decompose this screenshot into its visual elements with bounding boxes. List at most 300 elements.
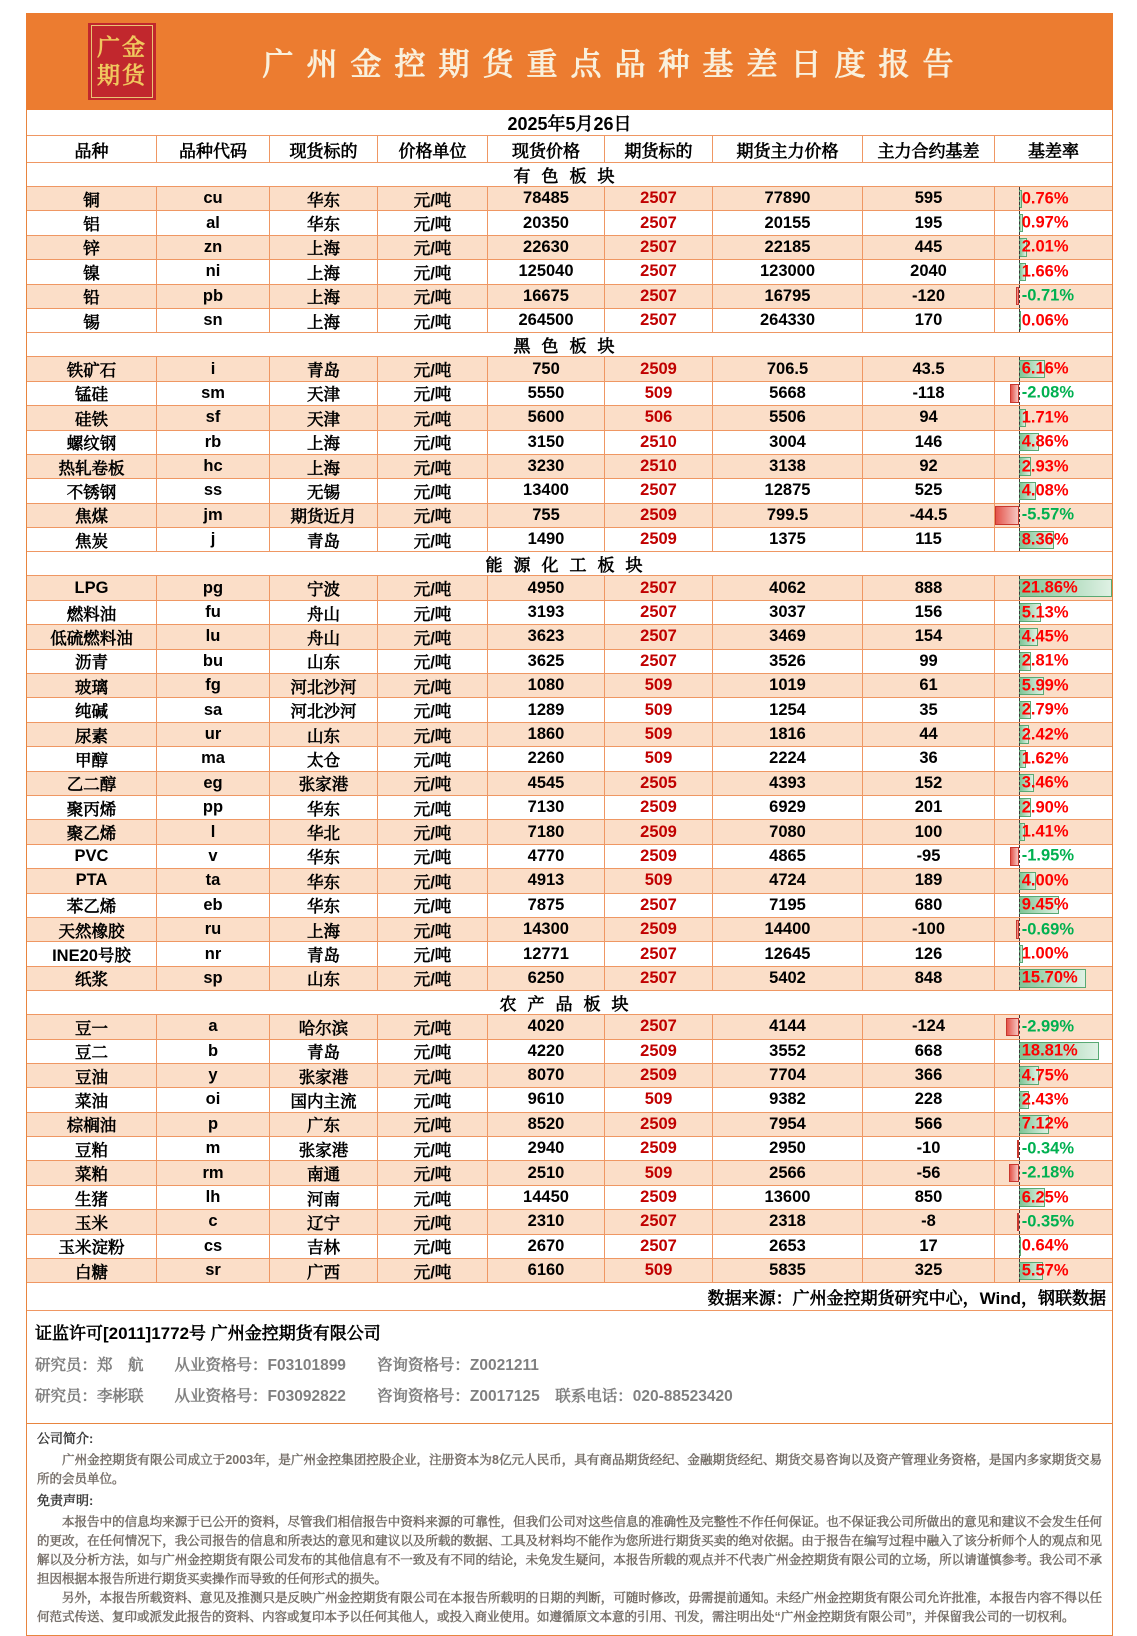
cell-futures-main-price: 4144: [713, 1015, 863, 1038]
cell-basis-rate: [995, 869, 1112, 892]
section-title: 农产品板块: [27, 991, 1112, 1015]
cell-spot-price: 78485: [488, 187, 605, 210]
table-row: [27, 1161, 1112, 1185]
cell-variety-code: oi: [157, 1088, 270, 1111]
basis-rate-value: -2.08%: [1021, 383, 1075, 402]
cell-variety-code: fu: [157, 601, 270, 624]
cell-futures-target: 2507: [605, 894, 713, 917]
basis-rate-value: 2.79%: [1021, 700, 1069, 719]
cell-variety-code: bu: [157, 650, 270, 673]
cell-price-unit: 元/吨: [378, 772, 488, 795]
cell-price-unit: 元/吨: [378, 869, 488, 892]
cell-variety-code: cu: [157, 187, 270, 210]
cell-price-unit: 元/吨: [378, 625, 488, 648]
cell-spot-target: 广东: [270, 1113, 378, 1136]
cell-futures-target: 2507: [605, 187, 713, 210]
cell-variety: 沥青: [27, 650, 157, 673]
basis-rate-value: 4.08%: [1021, 481, 1069, 500]
cell-main-contract-basis: 366: [863, 1064, 995, 1087]
cell-futures-main-price: 9382: [713, 1088, 863, 1111]
cell-main-contract-basis: 35: [863, 698, 995, 721]
cell-futures-target: 506: [605, 406, 713, 429]
cell-basis-rate: [995, 236, 1112, 259]
zero-axis-line: [1019, 1064, 1020, 1087]
cell-price-unit: 元/吨: [378, 455, 488, 478]
cell-variety: 焦炭: [27, 528, 157, 551]
table-row: [27, 1259, 1112, 1283]
cell-main-contract-basis: 680: [863, 894, 995, 917]
cell-futures-main-price: 1019: [713, 674, 863, 697]
cell-main-contract-basis: 201: [863, 796, 995, 819]
cell-variety-code: sr: [157, 1259, 270, 1282]
cell-variety-code: al: [157, 211, 270, 234]
cell-basis-rate: [995, 1040, 1112, 1063]
cell-variety-code: b: [157, 1040, 270, 1063]
section-title: 黑色板块: [27, 333, 1112, 357]
cell-futures-target: 2509: [605, 820, 713, 843]
cell-variety: 玻璃: [27, 674, 157, 697]
zero-axis-line: [1019, 698, 1020, 721]
cell-main-contract-basis: 170: [863, 309, 995, 332]
basis-rate-value: -2.99%: [1021, 1017, 1075, 1036]
cell-spot-target: 上海: [270, 918, 378, 941]
cell-futures-main-price: 77890: [713, 187, 863, 210]
cell-spot-target: 广西: [270, 1259, 378, 1282]
cell-futures-main-price: 1375: [713, 528, 863, 551]
table-row: [27, 820, 1112, 844]
cell-variety-code: fg: [157, 674, 270, 697]
zero-axis-line: [1019, 1235, 1020, 1258]
cell-variety: 聚丙烯: [27, 796, 157, 819]
cell-variety: LPG: [27, 576, 157, 599]
cell-basis-rate: [995, 211, 1112, 234]
cell-basis-rate: [995, 1113, 1112, 1136]
zero-axis-line: [1019, 357, 1020, 380]
basis-rate-value: 5.99%: [1021, 676, 1069, 695]
cell-futures-target: 2510: [605, 431, 713, 454]
cell-spot-price: 7875: [488, 894, 605, 917]
column-header-futures-main-price: 期货主力价格: [713, 136, 863, 162]
column-header-spot-target: 现货标的: [270, 136, 378, 162]
cell-variety: 纸浆: [27, 967, 157, 990]
table-row: [27, 431, 1112, 455]
table-row: [27, 1064, 1112, 1088]
cell-futures-target: 2507: [605, 625, 713, 648]
cell-spot-target: 华东: [270, 894, 378, 917]
cell-price-unit: 元/吨: [378, 382, 488, 405]
cell-futures-target: 2507: [605, 576, 713, 599]
cell-futures-main-price: 799.5: [713, 504, 863, 527]
cell-variety: 不锈钢: [27, 479, 157, 502]
cell-price-unit: 元/吨: [378, 431, 488, 454]
cell-spot-target: 山东: [270, 650, 378, 673]
cell-variety-code: sn: [157, 309, 270, 332]
cell-basis-rate: [995, 1137, 1112, 1160]
cell-basis-rate: [995, 796, 1112, 819]
company-logo: [88, 23, 156, 100]
cell-variety: 螺纹钢: [27, 431, 157, 454]
table-row: [27, 455, 1112, 479]
cell-price-unit: 元/吨: [378, 601, 488, 624]
cell-variety: 菜油: [27, 1088, 157, 1111]
cell-variety-code: cs: [157, 1235, 270, 1258]
cell-spot-target: 华东: [270, 845, 378, 868]
cell-spot-target: 青岛: [270, 357, 378, 380]
cell-variety: 乙二醇: [27, 772, 157, 795]
table-row: [27, 479, 1112, 503]
cell-futures-target: 2509: [605, 845, 713, 868]
basis-rate-value: 15.70%: [1021, 968, 1078, 987]
cell-futures-target: 2507: [605, 1210, 713, 1233]
cell-spot-price: 8520: [488, 1113, 605, 1136]
column-header-basis-rate: 基差率: [1028, 141, 1079, 161]
cell-spot-price: 4770: [488, 845, 605, 868]
cell-variety-code: lu: [157, 625, 270, 648]
cell-variety-code: zn: [157, 236, 270, 259]
zero-axis-line: [1019, 309, 1020, 332]
cell-futures-target: 2510: [605, 455, 713, 478]
cell-basis-rate: [995, 1210, 1112, 1233]
cell-main-contract-basis: 100: [863, 820, 995, 843]
cell-spot-price: 2670: [488, 1235, 605, 1258]
cell-main-contract-basis: 848: [863, 967, 995, 990]
cell-price-unit: 元/吨: [378, 504, 488, 527]
table-row: [27, 674, 1112, 698]
cell-spot-price: 12771: [488, 942, 605, 965]
cell-price-unit: 元/吨: [378, 942, 488, 965]
cell-main-contract-basis: -120: [863, 285, 995, 308]
cell-spot-price: 2940: [488, 1137, 605, 1160]
cell-futures-target: 2507: [605, 479, 713, 502]
cell-futures-target: 2509: [605, 1040, 713, 1063]
cell-futures-target: 2509: [605, 1064, 713, 1087]
cell-price-unit: 元/吨: [378, 211, 488, 234]
basis-rate-value: -0.34%: [1021, 1139, 1075, 1158]
cell-basis-rate: [995, 942, 1112, 965]
cell-spot-price: 14450: [488, 1186, 605, 1209]
cell-futures-target: 509: [605, 723, 713, 746]
cell-price-unit: 元/吨: [378, 674, 488, 697]
basis-rate-value: 2.01%: [1021, 237, 1069, 256]
report-banner: [26, 13, 1113, 110]
cell-futures-target: 2507: [605, 1235, 713, 1258]
cell-spot-price: 3625: [488, 650, 605, 673]
cell-variety: PVC: [27, 845, 157, 868]
cell-price-unit: 元/吨: [378, 796, 488, 819]
table-row: [27, 1015, 1112, 1039]
cell-basis-rate: [995, 309, 1112, 332]
cell-spot-target: 吉林: [270, 1235, 378, 1258]
cell-main-contract-basis: 43.5: [863, 357, 995, 380]
table-row: [27, 1186, 1112, 1210]
cell-main-contract-basis: 17: [863, 1235, 995, 1258]
zero-axis-line: [1019, 820, 1020, 843]
company-logo-text: [91, 25, 153, 98]
cell-futures-target: 509: [605, 674, 713, 697]
cell-variety: 甲醇: [27, 747, 157, 770]
cell-price-unit: 元/吨: [378, 479, 488, 502]
cell-price-unit: 元/吨: [378, 918, 488, 941]
cell-spot-price: 2310: [488, 1210, 605, 1233]
cell-spot-price: 3623: [488, 625, 605, 648]
cell-price-unit: 元/吨: [378, 1088, 488, 1111]
zero-axis-line: [1019, 1186, 1020, 1209]
cell-futures-main-price: 14400: [713, 918, 863, 941]
basis-rate-value: 1.41%: [1021, 822, 1069, 841]
basis-rate-bar-negative: [1010, 384, 1019, 402]
zero-axis-line: [1019, 236, 1020, 259]
cell-variety: 热轧卷板: [27, 455, 157, 478]
zero-axis-line: [1019, 967, 1020, 990]
table-row: [27, 967, 1112, 991]
cell-price-unit: 元/吨: [378, 967, 488, 990]
cell-variety: 菜粕: [27, 1161, 157, 1184]
cell-variety: 燃料油: [27, 601, 157, 624]
cell-price-unit: 元/吨: [378, 1040, 488, 1063]
zero-axis-line: [1019, 772, 1020, 795]
cell-futures-main-price: 4865: [713, 845, 863, 868]
cell-spot-price: 1289: [488, 698, 605, 721]
zero-axis-line: [1019, 260, 1020, 283]
cell-futures-main-price: 2566: [713, 1161, 863, 1184]
table-row: [27, 528, 1112, 552]
basis-rate-value: -0.35%: [1021, 1212, 1075, 1231]
report-title: 广州金控期货重点品种基差日度报告: [262, 47, 967, 82]
cell-spot-price: 3193: [488, 601, 605, 624]
table-row: [27, 796, 1112, 820]
cell-basis-rate: [995, 431, 1112, 454]
cell-futures-main-price: 12645: [713, 942, 863, 965]
cell-spot-target: 国内主流: [270, 1088, 378, 1111]
basis-rate-bar-negative: [1006, 1018, 1019, 1036]
basis-table: [26, 110, 1113, 1636]
cell-futures-target: 2507: [605, 942, 713, 965]
cell-futures-main-price: 3526: [713, 650, 863, 673]
table-row: [27, 845, 1112, 869]
basis-rate-bar-negative: [995, 506, 1019, 524]
cell-spot-price: 7180: [488, 820, 605, 843]
cell-futures-target: 2505: [605, 772, 713, 795]
zero-axis-line: [1019, 285, 1020, 308]
zero-axis-line: [1019, 504, 1020, 527]
cell-futures-main-price: 3138: [713, 455, 863, 478]
basis-rate-value: 0.64%: [1021, 1236, 1069, 1255]
cell-variety-code: pg: [157, 576, 270, 599]
cell-price-unit: 元/吨: [378, 698, 488, 721]
cell-variety: 锡: [27, 309, 157, 332]
cell-spot-price: 3230: [488, 455, 605, 478]
cell-futures-target: 509: [605, 382, 713, 405]
cell-variety: 铁矿石: [27, 357, 157, 380]
cell-basis-rate: [995, 894, 1112, 917]
zero-axis-line: [1019, 1040, 1020, 1063]
cell-price-unit: 元/吨: [378, 1064, 488, 1087]
cell-futures-main-price: 7195: [713, 894, 863, 917]
cell-basis-rate: [995, 601, 1112, 624]
cell-variety-code: sm: [157, 382, 270, 405]
cell-variety: 铅: [27, 285, 157, 308]
basis-rate-value: 7.12%: [1021, 1114, 1069, 1133]
cell-basis-rate: [995, 1259, 1112, 1282]
cell-futures-target: 2507: [605, 601, 713, 624]
cell-basis-rate: [995, 772, 1112, 795]
cell-variety: 尿素: [27, 723, 157, 746]
cell-futures-main-price: 7954: [713, 1113, 863, 1136]
zero-axis-line: [1019, 1259, 1020, 1282]
basis-rate-value: 21.86%: [1021, 578, 1078, 597]
cell-spot-price: 1080: [488, 674, 605, 697]
zero-axis-line: [1019, 187, 1020, 210]
cell-main-contract-basis: 99: [863, 650, 995, 673]
cell-futures-main-price: 5402: [713, 967, 863, 990]
cell-spot-target: 河北沙河: [270, 674, 378, 697]
cell-spot-price: 2260: [488, 747, 605, 770]
cell-futures-main-price: 3004: [713, 431, 863, 454]
cell-futures-target: 2509: [605, 528, 713, 551]
table-row: [27, 309, 1112, 333]
cell-variety-code: p: [157, 1113, 270, 1136]
cell-basis-rate: [995, 504, 1112, 527]
cell-futures-target: 509: [605, 747, 713, 770]
table-row: [27, 772, 1112, 796]
basis-rate-value: 3.46%: [1021, 773, 1069, 792]
cell-futures-main-price: 22185: [713, 236, 863, 259]
cell-basis-rate: [995, 406, 1112, 429]
cell-variety: 纯碱: [27, 698, 157, 721]
cell-futures-target: 2507: [605, 1015, 713, 1038]
cell-futures-main-price: 5506: [713, 406, 863, 429]
cell-variety: 聚乙烯: [27, 820, 157, 843]
cell-futures-target: 2509: [605, 1113, 713, 1136]
cell-main-contract-basis: 36: [863, 747, 995, 770]
cell-variety: 豆粕: [27, 1137, 157, 1160]
cell-basis-rate: [995, 1015, 1112, 1038]
cell-variety: PTA: [27, 869, 157, 892]
cell-spot-target: 山东: [270, 967, 378, 990]
cell-basis-rate: [995, 1235, 1112, 1258]
cell-main-contract-basis: -10: [863, 1137, 995, 1160]
cell-variety-code: v: [157, 845, 270, 868]
cell-spot-target: 上海: [270, 236, 378, 259]
cell-futures-main-price: 20155: [713, 211, 863, 234]
cell-spot-target: 山东: [270, 723, 378, 746]
cell-spot-target: 华北: [270, 820, 378, 843]
cell-futures-main-price: 7704: [713, 1064, 863, 1087]
cell-futures-target: 2509: [605, 796, 713, 819]
cell-spot-price: 22630: [488, 236, 605, 259]
cell-variety-code: j: [157, 528, 270, 551]
cell-main-contract-basis: 595: [863, 187, 995, 210]
table-row: [27, 723, 1112, 747]
table-row: [27, 285, 1112, 309]
cell-futures-target: 2509: [605, 1137, 713, 1160]
cell-spot-price: 4545: [488, 772, 605, 795]
cell-spot-price: 4220: [488, 1040, 605, 1063]
cell-variety-code: rb: [157, 431, 270, 454]
cell-price-unit: 元/吨: [378, 1186, 488, 1209]
cell-spot-target: 上海: [270, 260, 378, 283]
basis-rate-value: 4.86%: [1021, 432, 1069, 451]
cell-variety: 铜: [27, 187, 157, 210]
cell-price-unit: 元/吨: [378, 1113, 488, 1136]
cell-spot-target: 舟山: [270, 625, 378, 648]
table-row: [27, 942, 1112, 966]
cell-futures-main-price: 5835: [713, 1259, 863, 1282]
table-row: [27, 747, 1112, 771]
table-row: [27, 1040, 1112, 1064]
cell-variety: INE20号胶: [27, 942, 157, 965]
zero-axis-line: [1019, 918, 1020, 941]
company-intro-text: 广州金控期货有限公司成立于2003年，是广州金控集团控股企业，注册资本为8亿元人民币，具有商品期货经纪、金融期货经纪、期货交易咨询以及资产管理业务资格，是国内多家期货交易所的会员单位。: [37, 1453, 1102, 1487]
basis-rate-value: -0.69%: [1021, 920, 1075, 939]
cell-basis-rate: [995, 967, 1112, 990]
cell-variety-code: i: [157, 357, 270, 380]
cell-variety: 天然橡胶: [27, 918, 157, 941]
zero-axis-line: [1019, 1015, 1020, 1038]
cell-basis-rate: [995, 625, 1112, 648]
basis-rate-value: 1.00%: [1021, 944, 1069, 963]
cell-spot-price: 4913: [488, 869, 605, 892]
cell-price-unit: 元/吨: [378, 285, 488, 308]
cell-variety-code: ta: [157, 869, 270, 892]
cell-spot-target: 舟山: [270, 601, 378, 624]
cell-variety: 硅铁: [27, 406, 157, 429]
cell-variety-code: l: [157, 820, 270, 843]
cell-basis-rate: [995, 455, 1112, 478]
report-page: [26, 13, 1113, 1636]
cell-futures-target: 2507: [605, 285, 713, 308]
cell-basis-rate: [995, 357, 1112, 380]
column-header-spot-price: 现货价格: [488, 136, 605, 162]
disclaimer-title: 免责声明:: [37, 1493, 94, 1509]
cell-futures-main-price: 5668: [713, 382, 863, 405]
table-row: [27, 406, 1112, 430]
cell-main-contract-basis: 189: [863, 869, 995, 892]
cell-price-unit: 元/吨: [378, 260, 488, 283]
zero-axis-line: [1019, 723, 1020, 746]
cell-main-contract-basis: -95: [863, 845, 995, 868]
basis-rate-value: 2.42%: [1021, 725, 1069, 743]
report-date: 2025年5月26日: [27, 110, 1112, 136]
basis-rate-value: 4.45%: [1021, 627, 1069, 646]
cell-basis-rate: [995, 528, 1112, 551]
cell-futures-main-price: 706.5: [713, 357, 863, 380]
cell-variety-code: y: [157, 1064, 270, 1087]
cell-price-unit: 元/吨: [378, 406, 488, 429]
basis-rate-value: 2.81%: [1021, 651, 1069, 670]
cell-main-contract-basis: 154: [863, 625, 995, 648]
column-header-variety: 品种: [27, 136, 157, 162]
cell-variety: 玉米淀粉: [27, 1235, 157, 1258]
zero-axis-line: [1019, 479, 1020, 502]
cell-futures-main-price: 3469: [713, 625, 863, 648]
cell-spot-price: 5600: [488, 406, 605, 429]
zero-axis-line: [1019, 1137, 1020, 1160]
cell-variety-code: ni: [157, 260, 270, 283]
zero-axis-line: [1019, 942, 1020, 965]
cell-variety: 苯乙烯: [27, 894, 157, 917]
table-row: [27, 1113, 1112, 1137]
cell-spot-price: 9610: [488, 1088, 605, 1111]
cell-basis-rate: [995, 845, 1112, 868]
cell-futures-main-price: 6929: [713, 796, 863, 819]
table-row: [27, 894, 1112, 918]
cell-price-unit: 元/吨: [378, 309, 488, 332]
table-row: [27, 1235, 1112, 1259]
company-intro-title: 公司简介:: [37, 1431, 94, 1447]
cell-futures-main-price: 13600: [713, 1186, 863, 1209]
zero-axis-line: [1019, 674, 1020, 697]
